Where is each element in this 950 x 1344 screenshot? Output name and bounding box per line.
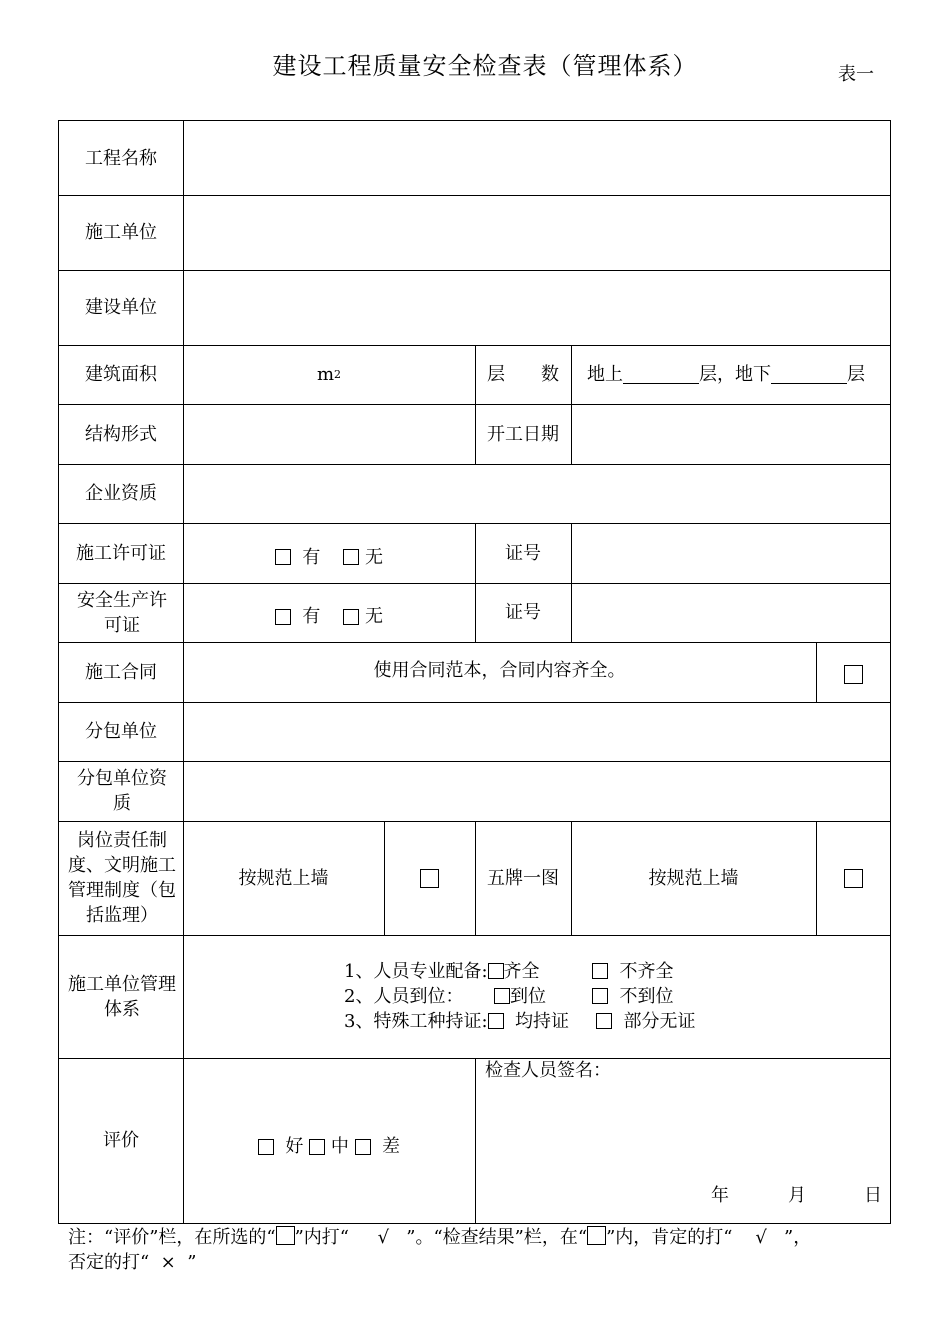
- mgmt-line-2a: [494, 984, 546, 1009]
- note-part-4: ”内，肯定的打“: [606, 1227, 733, 1248]
- note-line2-prefix: 否定的打“: [68, 1252, 150, 1273]
- mgmt-part-cert-label: 部分无证: [623, 1011, 696, 1032]
- below-ground-blank[interactable]: [771, 365, 847, 384]
- eval-poor-label: 差: [382, 1136, 401, 1157]
- safety-permit-options: [183, 587, 475, 646]
- label-management: 施工单位管理体系: [68, 973, 176, 1020]
- contract-checkbox[interactable]: [844, 665, 863, 684]
- label-evaluation: 评价: [103, 1130, 139, 1151]
- label-area: 建筑面积: [85, 364, 157, 385]
- note-box-1: [276, 1226, 295, 1245]
- above-ground-blank[interactable]: [623, 365, 699, 384]
- mgmt-part-cert-checkbox[interactable]: [596, 1013, 612, 1029]
- note-line2-suffix: ”: [187, 1252, 197, 1273]
- label-structure: 结构形式: [85, 423, 157, 445]
- mgmt-complete-label: 齐全: [503, 961, 540, 982]
- mgmt-line-1b: [592, 959, 673, 984]
- label-contract: 施工合同: [85, 661, 157, 683]
- on-wall-checkbox-2[interactable]: [844, 869, 863, 888]
- label-start-date: 开工日期: [487, 423, 559, 445]
- label-contractor: 施工单位: [85, 222, 157, 243]
- page-title: 建设工程质量安全检查表（管理体系）: [272, 52, 698, 80]
- label-cert-no-2: 证号: [505, 602, 541, 623]
- mgmt-present-checkbox[interactable]: [494, 988, 510, 1004]
- mgmt-line-3b: [596, 1009, 695, 1034]
- construction-permit-options: [183, 527, 475, 587]
- mgmt-absent-checkbox[interactable]: [592, 988, 608, 1004]
- evaluation-options: [183, 1064, 475, 1229]
- label-cert-no-1: 证号: [505, 542, 541, 564]
- permit-has-checkbox[interactable]: [275, 549, 291, 565]
- note-part-2: ”内打“: [294, 1227, 350, 1248]
- floor-unit: 层，: [699, 364, 735, 385]
- note-box-2: [587, 1226, 606, 1245]
- safety-has-checkbox[interactable]: [275, 609, 291, 625]
- eval-medium-label: 中: [330, 1136, 349, 1157]
- label-post-duty: 岗位责任制度、文明施工管理制度（包括监理）: [68, 830, 176, 926]
- safety-none-checkbox[interactable]: [343, 609, 359, 625]
- contract-checkbox-cell: [816, 642, 890, 706]
- label-project-name: 工程名称: [85, 147, 157, 169]
- footnote-line-2: [68, 1250, 196, 1275]
- permit-none-label: 无: [365, 546, 384, 568]
- floor-unit-end: 层: [847, 364, 865, 385]
- mgmt-complete-checkbox[interactable]: [488, 963, 504, 979]
- mgmt-absent-label: 不到位: [619, 986, 674, 1007]
- safety-none-label: 无: [365, 606, 384, 627]
- label-construction-permit: 施工许可证: [76, 542, 166, 564]
- mgmt-line-3-label: 3、特殊工种持证:: [344, 1011, 488, 1032]
- permit-none-checkbox[interactable]: [343, 549, 359, 565]
- above-ground-label: 地上: [587, 364, 623, 385]
- on-wall-text-2: 按规范上墙: [648, 867, 739, 889]
- label-five-boards: 五牌一图: [487, 867, 559, 889]
- mgmt-line-1: [344, 959, 540, 984]
- permit-has-label: 有: [302, 546, 321, 568]
- inspector-signature-label: 检查人员签名：: [485, 1060, 611, 1081]
- label-qualification: 企业资质: [85, 483, 157, 504]
- mgmt-incomplete-checkbox[interactable]: [592, 963, 608, 979]
- area-unit-sup: 2: [334, 368, 342, 381]
- table-number: 表一: [838, 64, 874, 85]
- note-part-3: ”。“检查结果”栏，在“: [406, 1227, 588, 1248]
- contract-text: 使用合同范本，合同内容齐全。: [373, 659, 626, 681]
- date-month: 月: [788, 1185, 806, 1206]
- note-check-2: √: [755, 1227, 767, 1248]
- label-sub-qualification: 分包单位资质: [77, 768, 167, 814]
- mgmt-line-1-label: 1、人员专业配备:: [344, 961, 488, 982]
- inspection-table: [58, 120, 891, 1224]
- floors-field[interactable]: [587, 345, 887, 404]
- below-ground-label: 地下: [735, 364, 771, 385]
- mgmt-line-2b: [592, 984, 673, 1009]
- date-day: 日: [864, 1185, 882, 1206]
- mgmt-all-cert-checkbox[interactable]: [488, 1013, 504, 1029]
- mgmt-line-2-label: 2、人员到位：: [344, 986, 464, 1007]
- mgmt-all-cert-label: 均持证: [514, 1011, 569, 1032]
- mgmt-incomplete-label: 不齐全: [619, 961, 674, 982]
- safety-has-label: 有: [302, 606, 321, 627]
- mgmt-present-label: 到位: [510, 986, 546, 1007]
- mgmt-line-2: [344, 984, 463, 1009]
- on-wall-checkbox-cell-1: [384, 821, 475, 935]
- label-subcontractor: 分包单位: [85, 721, 157, 742]
- eval-poor-checkbox[interactable]: [355, 1139, 371, 1155]
- note-part-1: 注：“评价”栏，在所选的“: [68, 1227, 276, 1248]
- label-owner: 建设单位: [85, 297, 157, 318]
- footnote-line-1: [68, 1225, 811, 1250]
- note-check-1: √: [377, 1227, 390, 1248]
- eval-medium-checkbox[interactable]: [309, 1139, 325, 1155]
- label-safety-permit: 安全生产许可证: [77, 589, 167, 636]
- mgmt-line-3: [344, 1009, 569, 1034]
- note-cross: ×: [160, 1252, 176, 1273]
- date-year: 年: [711, 1185, 729, 1206]
- note-part-5: ”，: [784, 1227, 812, 1248]
- eval-good-checkbox[interactable]: [258, 1139, 274, 1155]
- area-unit: [183, 345, 475, 404]
- on-wall-checkbox-cell-2: [816, 821, 890, 935]
- on-wall-checkbox-1[interactable]: [420, 869, 439, 888]
- label-floors: 层 数: [487, 364, 559, 385]
- on-wall-text-1: 按规范上墙: [238, 867, 329, 889]
- area-unit-text: m: [316, 364, 335, 385]
- eval-good-label: 好: [285, 1136, 304, 1157]
